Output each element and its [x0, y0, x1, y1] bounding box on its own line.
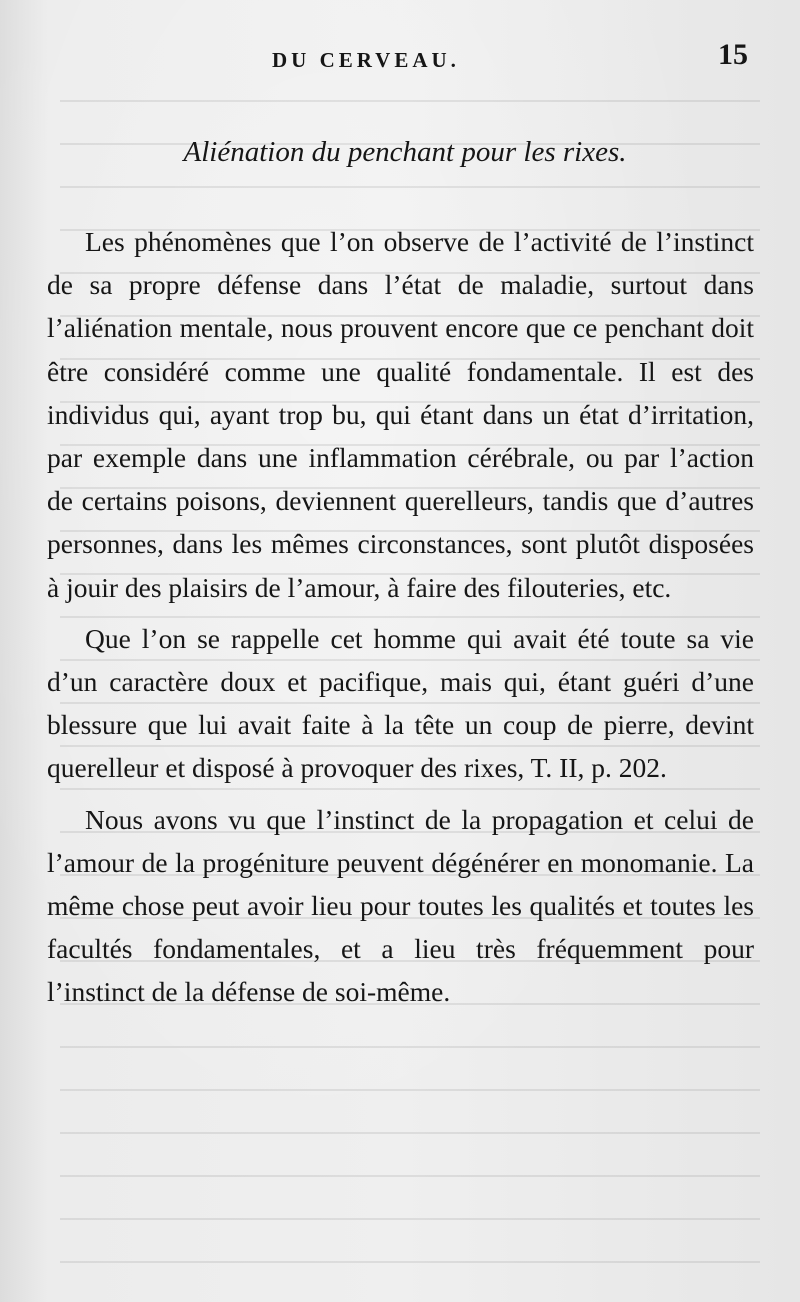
page-number: 15	[718, 38, 748, 71]
paragraph: Les phénomènes que l’on observe de l’activité de l’instinct de sa propre défense dans l’état de maladie, surtout dans l’aliénation mentale, nous prouvent encore que ce penchant doit être considéré comme une qualité fondamentale. Il est des individus qui, ayant trop bu, qui étant dans un état d’irritation, par exemple dans une inflammation cérébrale, ou par l’action de certains poisons, deviennent querelleurs, tandis que d’autres personnes, dans les mêmes circonstances, sont plutôt disposées à jouir des plaisirs de l’amour, à faire des filouteries, etc.	[47, 226, 754, 603]
running-title: DU CERVEAU.	[272, 48, 460, 72]
paragraph: Que l’on se rappelle cet homme qui avait été toute sa vie d’un caractère doux et pacifique, mais qui, étant guéri d’une blessure que lui avait faite à la tête un coup de pierre, devint querelleur et disposé à provoquer des rixes, T. II, p. 202.	[47, 622, 754, 784]
section-title: Aliénation du penchant pour les rixes.	[183, 136, 627, 168]
paragraph: Nous avons vu que l’instinct de la propagation et celui de l’amour de la progéniture peuvent dégénérer en monomanie. La même chose peut avoir lieu pour toutes les qualités et toutes les facultés fondamentales, et a lieu très fréquemment pour l’instinct de la défense de soi-même.	[47, 803, 754, 1008]
body-text	[47, 220, 754, 1014]
